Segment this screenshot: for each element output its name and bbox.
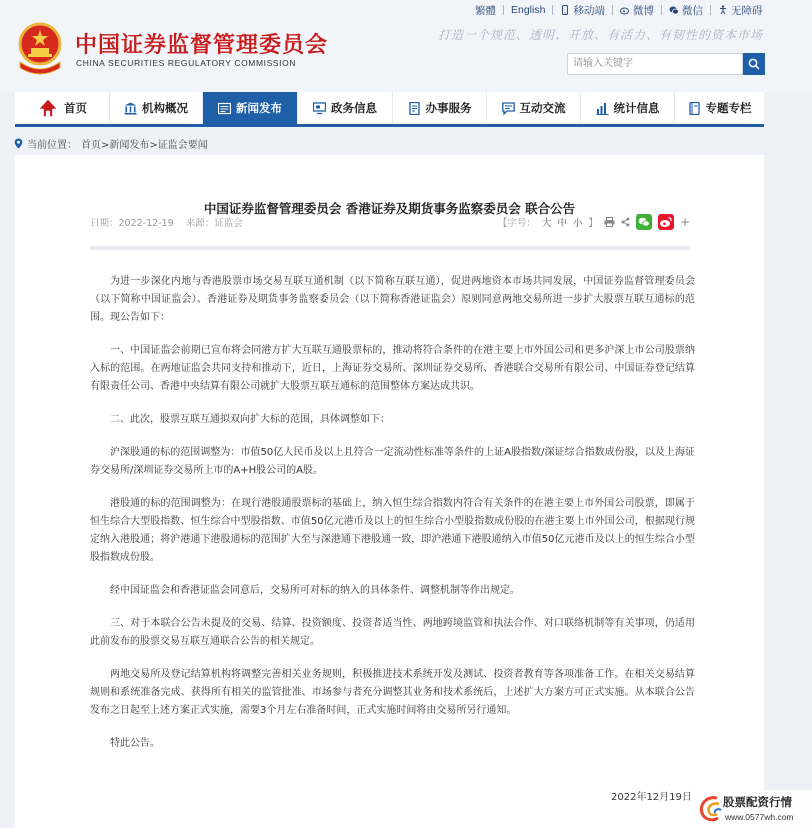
article-sign-date: 2022年12月19日 [611, 792, 692, 803]
top-links [468, 2, 769, 18]
nav-topics[interactable]: 专题专栏 [675, 92, 764, 124]
site-title: 中国证券监督管理委员会 [75, 32, 329, 58]
article-closing: 特此公告。 [110, 738, 160, 749]
news-icon [218, 102, 231, 115]
nav-government-info[interactable]: 政务信息 [298, 92, 393, 124]
link-accessibility[interactable]: 无障碍 [711, 3, 770, 18]
article-card [15, 155, 764, 828]
national-emblem-icon [14, 20, 66, 76]
location-pin-icon [14, 138, 23, 149]
monitor-icon [313, 102, 326, 115]
article-tools [498, 214, 690, 230]
nav-home[interactable]: 首页 [15, 92, 110, 124]
weibo-share-button[interactable] [658, 214, 674, 230]
article-paragraph: 三、对于本联合公告未提及的交易、结算、投资额度、投资者适当性、两地跨境监管和执法合作、对口联络机制等有关事项，仍适用此前发布的股票交易互联互通联合公告的相关规定。 [90, 618, 695, 647]
font-size-medium[interactable]: 中 [557, 218, 567, 229]
watermark-logo [695, 790, 812, 828]
wechat-icon [669, 5, 679, 15]
link-wechat[interactable]: 微信 [662, 3, 710, 18]
watermark-title: 股票配资行情 [723, 795, 792, 809]
font-size-large[interactable]: 大 [541, 218, 552, 229]
article-paragraph: 经中国证监会和香港证监会同意后，交易所可对标的纳入的具体条件、调整机制等作出规定。 [110, 585, 520, 596]
article-paragraph: 两地交易所及登记结算机构将调整完善相关业务规则，积极推进技术系统开发及测试、投资者教育等各项准备工作。在相关交易结算规则和系统准备完成、获得所有相关的监管批准、市场参与者充分调整其业务和技术系统后，上述扩大方案方可正式实施。从本联合公告发布之日起至上述方案正式实施，需要3个月左右准备时间，正式实施时间将由交易所另行通知。 [90, 669, 695, 716]
more-share-button[interactable]: + [679, 215, 690, 229]
chat-icon [502, 102, 515, 115]
article-paragraph: 港股通的标的范围调整为：在现行港股通股票标的基础上，纳入恒生综合指数内符合有关条件的在港主要上市外国公司股票，即属于恒生综合大型股指数、恒生综合中型股指数、市值50亿元港币及以上的恒生综合小型股指数成份股的在港主要上市外国公司，根据现行规定纳入港股通；将沪港通下港股通标的范围扩大至与深港通下港股通一致，即沪港通下港股通纳入市值50亿元港币及以上的恒生综合小型股指数成份股。 [90, 498, 695, 563]
watermark-swirl-icon [697, 794, 725, 824]
breadcrumb-path[interactable]: 首页>新闻发布>证监会要闻 [81, 139, 208, 151]
share-icon [621, 217, 630, 227]
site-header [0, 0, 812, 92]
breadcrumb-prefix: 当前位置： [27, 139, 77, 151]
nav-statistics[interactable]: 统计信息 [581, 92, 675, 124]
nav-services[interactable]: 办事服务 [393, 92, 487, 124]
article-source: 来源：证监会 [185, 218, 243, 229]
print-button[interactable] [604, 217, 615, 227]
watermark-url: www.0577wh.com [725, 812, 794, 822]
search-box [567, 53, 765, 75]
article-paragraph: 沪深股通的标的范围调整为：市值50亿人民币及以上且符合一定流动性标准等条件的上证A股指数/深证综合指数成份股，以及上海证券交易所/深圳证券交易所上市的A+H股公司的A股。 [90, 447, 695, 476]
title-divider [90, 246, 690, 250]
weibo-share-icon [658, 214, 674, 230]
nav-about[interactable]: 机构概况 [110, 92, 203, 124]
article-paragraph: 二、此次，股票互联互通拟双向扩大标的范围，具体调整如下： [110, 414, 390, 425]
book-icon [688, 102, 701, 115]
nav-news[interactable]: 新闻发布 [203, 92, 298, 124]
article-paragraph: 为进一步深化内地与香港股票市场交易互联互通机制（以下简称互联互通），促进两地资本市场共同发展，中国证券监督管理委员会（以下简称中国证监会）、香港证券及期货事务监察委员会（以下简称香港证监会）原则同意两地交易所进一步扩大股票互联互通标的范围。现公告如下： [90, 276, 695, 323]
breadcrumb [14, 136, 208, 150]
search-icon [748, 58, 760, 70]
link-traditional[interactable]: 繁體 [475, 4, 496, 17]
document-icon [408, 102, 421, 115]
nav-interaction[interactable]: 互动交流 [487, 92, 581, 124]
link-weibo[interactable]: 微博 [613, 3, 661, 18]
link-english[interactable]: English [511, 4, 546, 16]
site-subtitle: CHINA SECURITIES REGULATORY COMMISSION [76, 58, 297, 68]
accessibility-icon [718, 5, 728, 15]
bar-chart-icon [596, 102, 609, 115]
search-input[interactable]: 请输入关键字 [567, 53, 743, 75]
font-size-small[interactable]: 小 [572, 218, 583, 229]
search-button[interactable] [743, 53, 765, 75]
wechat-share-icon [636, 214, 652, 230]
institution-icon [124, 102, 137, 115]
font-size-label: 【字号： [497, 218, 536, 229]
weibo-icon [620, 5, 630, 15]
article-date: 日期：2022-12-19 [90, 218, 174, 229]
home-icon [37, 99, 59, 117]
article-paragraph: 一、中国证监会前期已宣布将会同港方扩大互联互通股票标的，推动将符合条件的在港主要上市外国公司和更多沪深上市公司股票纳入标的范围。在两地证监会共同支持和推动下，近日，上海证券交易所、深圳证券交易所、香港联合交易所有限公司、中国证券登记结算有限责任公司、香港中央结算有限公司就扩大股票互联互通标的范围整体方案达成共识。 [90, 345, 695, 392]
article-meta [90, 214, 690, 230]
link-mobile[interactable]: 移动端 [553, 3, 612, 18]
print-icon [604, 217, 615, 227]
article-title: 中国证券监督管理委员会 香港证券及期货事务监察委员会 联合公告 [203, 201, 576, 216]
article-body [90, 273, 695, 768]
wechat-share-button[interactable] [636, 214, 652, 230]
main-nav [15, 92, 764, 127]
share-button[interactable] [621, 217, 630, 227]
mobile-icon [560, 5, 570, 15]
site-slogan: 打造一个规范、透明、开放、有活力、有韧性的资本市场 [438, 28, 764, 42]
font-size-close: 】 [588, 218, 598, 229]
